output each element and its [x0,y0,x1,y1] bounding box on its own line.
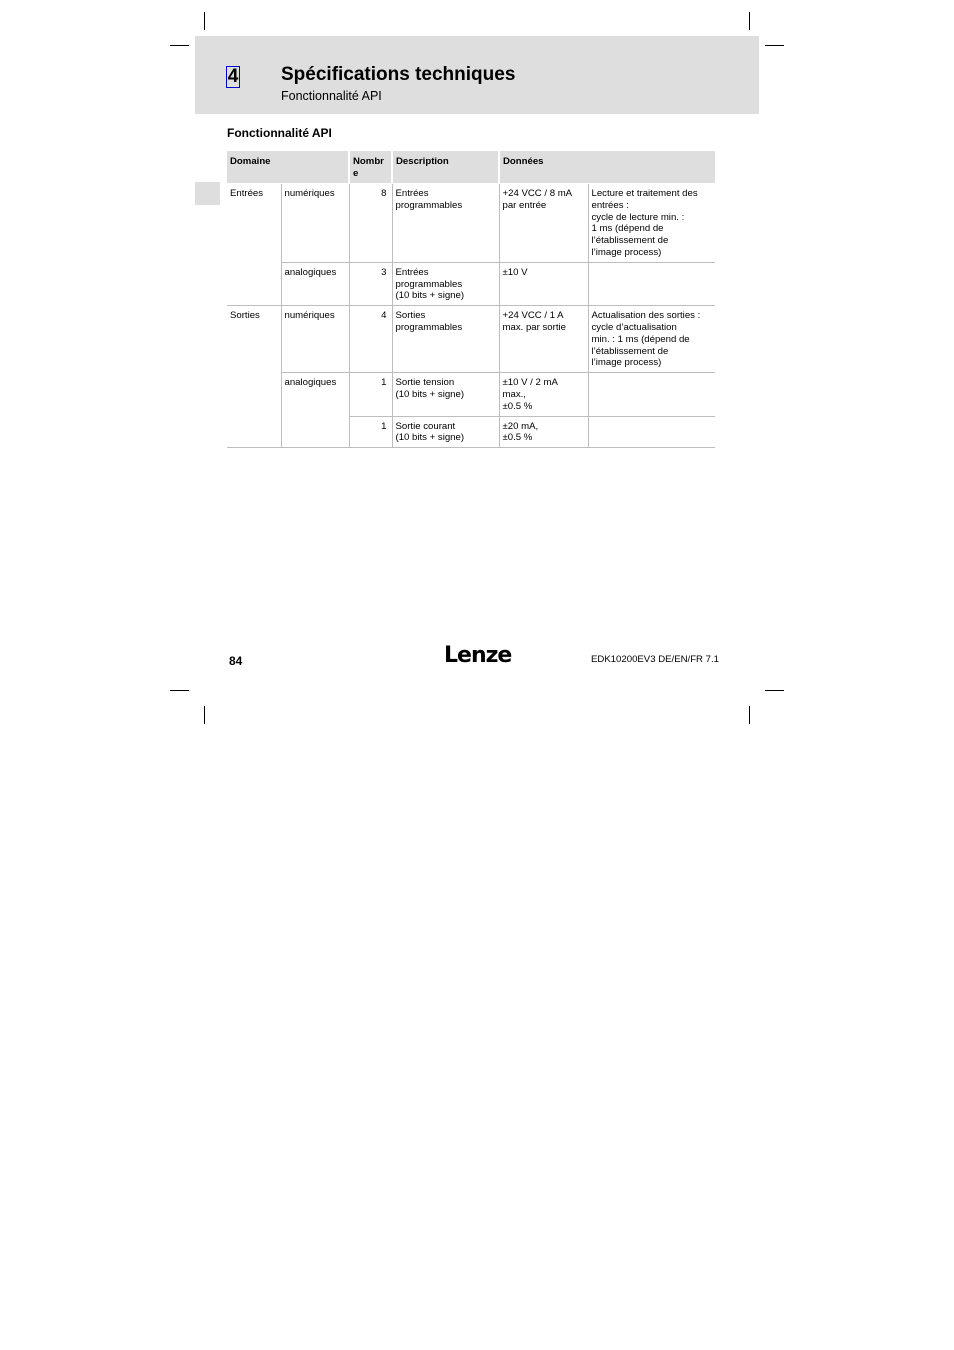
cell-notes [588,373,715,416]
crop-mark [204,706,205,724]
crop-mark [765,45,784,46]
page-number: 84 [229,654,243,668]
table-header-row [227,151,715,184]
table-row [227,184,715,263]
table-row [227,262,715,305]
table-row [227,373,715,416]
cell-description: Sortie courant (10 bits + signe) [392,416,499,448]
cell-count: 1 [349,373,392,416]
chapter-number[interactable]: 4 [227,66,239,87]
section-heading: Fonctionnalité API [227,126,332,140]
cell-data: +24 VCC / 1 A max. par sortie [499,306,588,373]
cell-notes: Lecture et traitement des entrées : cycle de lecture min. : 1 ms (dépend de l’établissement de l’image process) [588,184,715,263]
crop-mark [204,12,205,30]
brand-logo: Lenze [444,643,512,668]
cell-data: ±10 V [499,262,588,305]
cell-type: numériques [281,184,349,263]
header-data: Données [499,151,715,184]
cell-domain: Entrées [227,184,281,306]
table-row [227,306,715,373]
header-count: Nombr e [349,151,392,184]
spec-table [227,151,715,448]
crop-mark [749,12,750,30]
cell-count: 1 [349,416,392,448]
crop-mark [170,45,189,46]
document-code: EDK10200EV3 DE/EN/FR 7.1 [591,654,719,665]
cell-notes [588,262,715,305]
cell-count: 4 [349,306,392,373]
cell-description: Entrées programmables [392,184,499,263]
cell-data: ±10 V / 2 mA max., ±0.5 % [499,373,588,416]
header-description: Description [392,151,499,184]
cell-count: 3 [349,262,392,305]
crop-mark [765,690,784,691]
cell-notes [588,416,715,448]
cell-description: Sorties programmables [392,306,499,373]
cell-description: Sortie tension (10 bits + signe) [392,373,499,416]
page-title: Spécifications techniques [281,64,516,85]
cell-type: analogiques [281,262,349,305]
crop-mark [749,706,750,724]
cell-data: ±20 mA, ±0.5 % [499,416,588,448]
cell-description: Entrées programmables (10 bits + signe) [392,262,499,305]
header-domain: Domaine [227,151,349,184]
cell-count: 8 [349,184,392,263]
cell-domain: Sorties [227,306,281,448]
chapter-header [195,36,759,114]
page-subtitle: Fonctionnalité API [281,89,382,103]
cell-type: analogiques [281,373,349,448]
cell-data: +24 VCC / 8 mA par entrée [499,184,588,263]
cell-type: numériques [281,306,349,373]
side-tab-marker [195,182,220,205]
crop-mark [170,690,189,691]
cell-notes: Actualisation des sorties : cycle d’actualisation min. : 1 ms (dépend de l’établissement de l’image process) [588,306,715,373]
